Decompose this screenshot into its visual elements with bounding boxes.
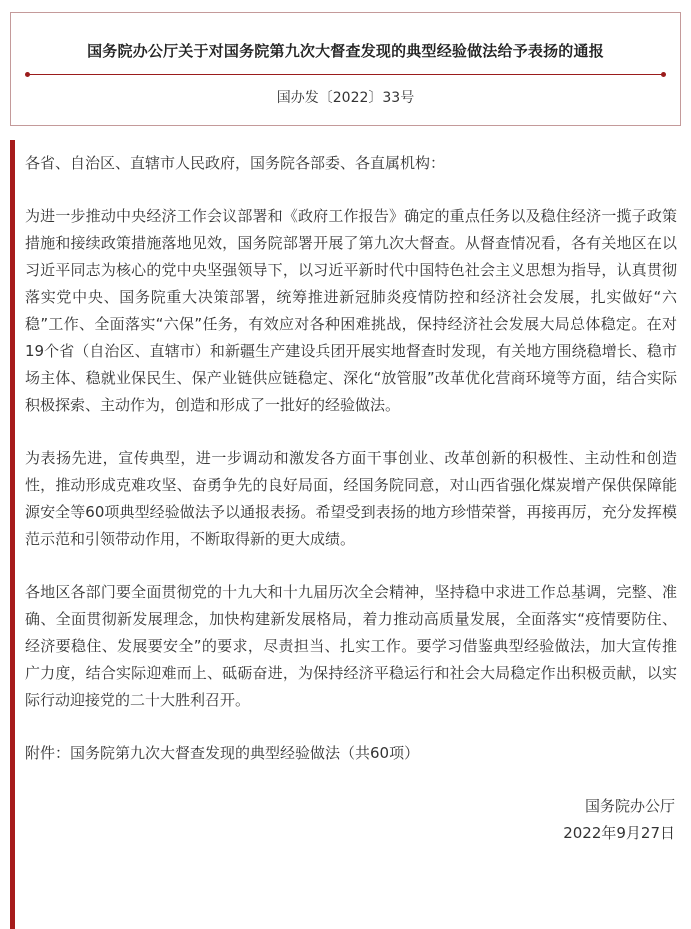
document-title: 国务院办公厅关于对国务院第九次大督查发现的典型经验做法给予表扬的通报 [87, 42, 604, 60]
paragraph-1: 为进一步推动中央经济工作会议部署和《政府工作报告》确定的重点任务以及稳住经济一揽子政策措施和接续政策措施落地见效，国务院部署开展了第九次大督查。从督查情况看，各有关地区在以习近平同志为核心的党中央坚强领导下，以习近平新时代中国特色社会主义思想为指导，认真贯彻落实党中央、国务院重大决策部署，统筹推进新冠肺炎疫情防控和经济社会发展，扎实做好“六稳”工作、全面落实“六保”任务，有效应对各种困难挑战，保持经济社会发展大局总体稳定。在对19个省（自治区、直辖市）和新疆生产建设兵团开展实地督查时发现，有关地方围绕稳增长、稳市场主体、稳就业保民生、保产业链供应链稳定、深化“放管服”改革优化营商环境等方面，结合实际积极探索、主动作为，创造和形成了一批好的经验做法。 [25, 207, 677, 414]
issuer: 国务院办公厅 [584, 797, 675, 815]
salutation: 各省、自治区、直辖市人民政府，国务院各部委、各直属机构： [25, 154, 446, 172]
document-body [25, 150, 677, 847]
document-number: 国办发〔2022〕33号 [276, 90, 415, 106]
issue-date: 2022年9月27日 [563, 824, 675, 842]
paragraph-3: 各地区各部门要全面贯彻党的十九大和十九届历次全会精神，坚持稳中求进工作总基调，完整、准确、全面贯彻新发展理念，加快构建新发展格局，着力推动高质量发展，全面落实“疫情要防住、经济要稳住、发展要安全”的要求，尽责担当、扎实工作。要学习借鉴典型经验做法，加大宣传推广力度，结合实际迎难而上、砥砺奋进，为保持经济平稳运行和社会大局稳定作出积极贡献，以实际行动迎接党的二十大胜利召开。 [25, 583, 677, 709]
title-divider [27, 74, 664, 75]
accent-bar [10, 140, 15, 929]
paragraph-2: 为表扬先进，宣传典型，进一步调动和激发各方面干事创业、改革创新的积极性、主动性和创造性，推动形成克难攻坚、奋勇争先的良好局面，经国务院同意，对山西省强化煤炭增产保供保障能源安全等60项典型经验做法予以通报表扬。希望受到表扬的地方珍惜荣誉，再接再厉，充分发挥模范示范和引领带动作用，不断取得新的更大成绩。 [25, 449, 677, 548]
document-header [10, 12, 681, 126]
signature-block [25, 793, 677, 847]
attachment-link[interactable]: 附件：国务院第九次大督查发现的典型经验做法（共60项） [25, 744, 420, 762]
